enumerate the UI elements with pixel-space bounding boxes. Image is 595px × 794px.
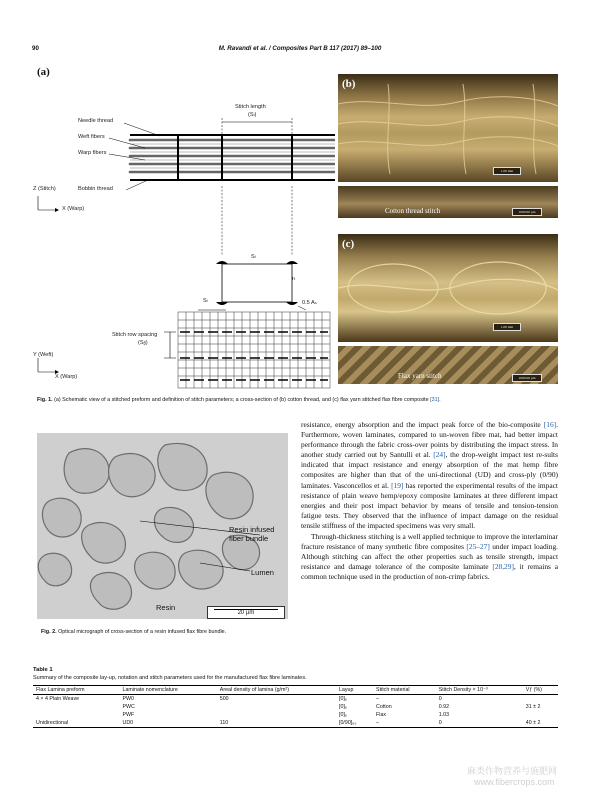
sb-label: (Sᵦ) [138,340,148,346]
table-cell [33,703,120,711]
table-cell: – [376,696,379,702]
column-header: Flax Lamina preform [33,686,120,695]
weft-fibers-label: Weft fibers [78,134,105,140]
figure-1-text: (a) Schematic view of a stitched preform and definition of stitch parameters; a cross-section of (b) cotton thread, and (c) flax yarn stitched flax fibre composite [52,397,431,403]
column-header: Stitch material [373,686,436,695]
table-cell: 110 [217,719,336,728]
table-cell [217,703,336,711]
panel-c-label: (c) [342,238,355,250]
scale-bar-label: 20 µm [237,610,255,616]
text-span: Through-thickness stitching is a well applied technique to improve the interlaminar fracture resistance of many synthetic fibre composites [301,532,558,552]
table-cell: 0 [438,696,442,702]
text-span: under impact loading. Although stitching can affect the other properties such as tensile strength, impact resistance and damage tolerance of the composite laminate [301,542,558,572]
table-cell: [0/90]₆ₛ [336,719,373,728]
stitch-length-symbol: (Sₗ) [248,112,257,118]
rt-label: rₜ [292,276,296,282]
caption-end: . [439,397,441,403]
table-cell: Cotton [376,704,392,710]
watermark-cn: 麻类作物营养与施肥网 [467,766,558,776]
flax-stitch-photo [338,234,558,342]
table-cell [523,695,558,704]
running-header: M. Ravandi et al. / Composites Part B 117 (2017) 89–100 [218,45,382,52]
cotton-stitch-photo [338,74,558,182]
lumen-label: Lumen [251,568,274,577]
row-spacing-label: Stitch row spacing [112,332,158,338]
paragraph [301,420,558,531]
scale-bar: 1.00 mm [493,167,521,175]
table-cell: PWC [122,704,135,710]
text-span: , the drop-weight impact test re-sults indicated that impact resistance and energy absorption of the mat hemp fibre composites are higher than that of the uni-directional (UD) and cross-ply (0/90) laminates. Vasconcellos et al. [301,450,558,490]
watermark-url: www.fibercrops.com [474,777,555,787]
table-caption: Summary of the composite lay-up, notation and stitch parameters used for the manufactured flax fibre laminates. [33,675,307,681]
figure-2-caption [41,629,289,635]
figure-2-lead: Fig. 2. [41,629,57,635]
column-header: Stitch Density × 10⁻³ [436,686,523,695]
table-cell [33,711,120,719]
column-header: Laminate nomenclature [120,686,217,695]
needle-thread-label: Needle thread [78,118,114,124]
text-span: , it remains a common technique used in the production of non-crimp fabrics. [301,562,558,582]
reference-link[interactable]: [28,29] [492,562,514,572]
table-row [33,703,558,711]
table-cell: 4 × 4 Plain Weave [36,696,80,702]
resin-bundle-label: Resin infused fiber bundle [229,525,275,543]
micrograph-leader-lines [140,515,280,575]
table-cell: PW0 [122,696,134,702]
page-number: 90 [32,45,39,52]
sl-weave-label: Sₗ [203,298,208,304]
table-header-row [33,686,558,695]
stitched-preform-schematic [30,96,335,396]
table-row [33,719,558,728]
table-cell: Unidirectional [33,719,120,728]
panel-b-label: (b) [342,78,356,90]
table-cell: 0 [436,719,523,728]
body-text [301,420,558,583]
table-cell: PWF [122,712,135,718]
table-cell: 500 [219,696,229,702]
y-axis-label: Y (Weft) [33,352,54,358]
column-header: Vƒ (%) [523,686,558,695]
resin-label: Resin [156,603,176,612]
table-cell: Flax [376,712,387,718]
figure-2-text: Optical micrograph of cross-section of a resin infused flax fibre bundle. [56,629,227,635]
table-cell: 40 ± 2 [523,719,558,728]
paragraph [301,532,558,582]
sl-cell-label: Sₗ [251,254,256,260]
cotton-thread-label: Cotton thread stitch [385,207,441,215]
table-cell: UD0 [120,719,217,728]
table-cell: 0.92 [438,704,450,710]
table-cell: – [373,719,436,728]
text-span: has reported the experimental results of the impact resistance of plain weave hemp/epoxy composite laminates at three different impact energies and their post impact behavior by means of tensile and tension-tension fatigue tests. They observed that the influence of impact damage on the residual tensile stiffness of the impacted specimens was very small. [301,480,558,530]
scale-bar: 1000.00 µm [512,374,542,382]
table-title: Table 1 [33,667,53,673]
table-cell: [0]₆ [338,704,348,710]
flax-yarn-label: Flax yarn stitch [398,372,442,380]
text-span: resistance, energy absorption and the impact peak force of the bio-composite [301,420,544,429]
column-header: Layup [336,686,373,695]
table-row [33,695,558,704]
table-cell: [0]₆ [338,712,348,718]
reference-link[interactable]: [19] [391,480,404,490]
table-cell [217,711,336,719]
scale-box [207,606,285,619]
scale-bar: 1000.00 µm [512,208,542,216]
warp-fibers-label: Warp fibers [78,150,107,156]
bobbin-thread-label: Bobbin thread [78,186,113,192]
composite-table [33,685,558,728]
table-cell [523,711,558,719]
reference-link[interactable]: [16] [543,420,557,429]
reference-link[interactable]: [31] [430,397,440,403]
scale-bar: 1.00 mm [493,323,521,331]
panel-a-label: (a) [37,66,50,78]
x-axis2-label: X (Warp) [55,374,78,380]
figure-1-lead: Fig. 1. [37,397,53,403]
table-row [33,711,558,719]
area-label: 0.5 Aₛ [302,300,317,306]
x-axis-label: X (Warp) [62,206,85,212]
reference-link[interactable]: [24] [433,450,446,460]
figure-1-caption [37,397,557,403]
table-cell: 31 ± 2 [525,704,541,710]
reference-link[interactable]: [25–27] [466,542,490,552]
column-header: Areal density of lamina (g/m²) [217,686,336,695]
text-span: . Furthermore, woven laminates, compared to un-woven fibre mat, had better impact performance through the fabric cross-over points by distributing the impact stress. In another study carried out by Santulli et al. [301,420,558,460]
stitch-length-label: Stitch length [235,104,266,110]
table-cell: 1.03 [438,712,450,718]
table-cell: [0]₆ [338,696,348,702]
z-axis-label: Z (Stitch) [33,186,56,192]
